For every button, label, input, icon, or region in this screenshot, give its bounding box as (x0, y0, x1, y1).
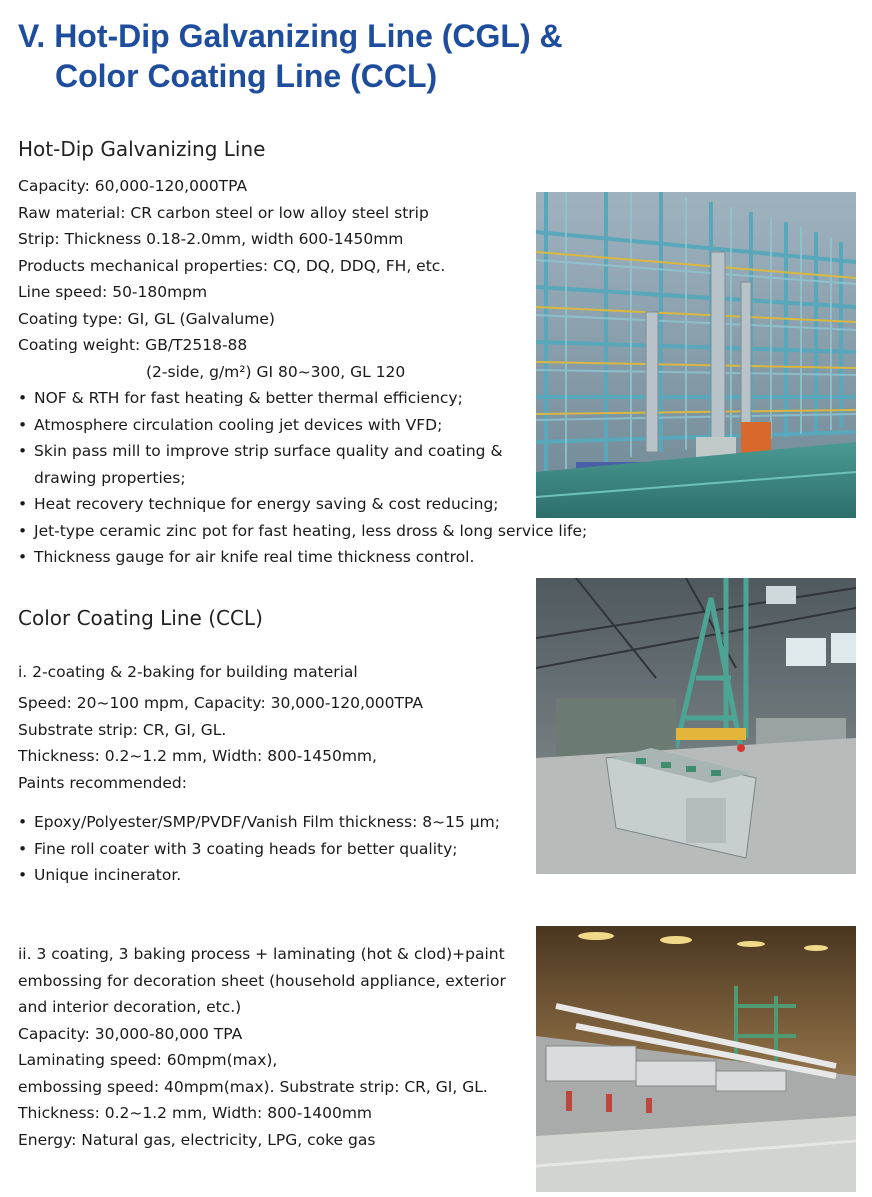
ccl-part2-line: Laminating speed: 60mpm(max), (18, 1051, 278, 1069)
ccl-part2-line: Energy: Natural gas, electricity, LPG, coke gas (18, 1130, 376, 1149)
ccl-part2-line: Capacity: 30,000-80,000 TPA (18, 1024, 243, 1043)
ccl-part1-subtitle: i. 2-coating & 2-baking for building material (18, 663, 358, 681)
ccl-part1-feature-list (18, 809, 500, 889)
cgl-specs (18, 173, 445, 385)
cgl-spec-line-speed: Line speed: 50-180mpm (18, 283, 208, 301)
cgl-feature-list (18, 385, 587, 571)
title-line-1: V. Hot-Dip Galvanizing Line (CGL) & (18, 18, 563, 54)
cgl-spec-coating-weight: Coating weight: GB/T2518-88 (18, 336, 248, 354)
ccl-part1-specs (18, 690, 423, 796)
cgl-plant-photo (536, 192, 856, 518)
page-title (18, 16, 563, 96)
ccl-part2-line: ii. 3 coating, 3 baking process + laminating (hot & clod)+paint (18, 945, 505, 963)
list-item: • Jet-type ceramic zinc pot for fast heating, less dross & long service life; (18, 518, 587, 545)
title-line-2: Color Coating Line (CCL) (55, 58, 438, 94)
ccl-part2-line: Thickness: 0.2~1.2 mm, Width: 800-1400mm (18, 1104, 373, 1122)
ccl-spec-paints: Paints recommended: (18, 773, 187, 792)
ccl-part2-line: embossing for decoration sheet (household appliance, exterior (18, 971, 506, 990)
cgl-heading: Hot-Dip Galvanizing Line (18, 137, 266, 161)
cgl-spec-capacity: Capacity: 60,000-120,000TPA (18, 177, 248, 195)
ccl-spec-thickness: Thickness: 0.2~1.2 mm, Width: 800-1450mm, (18, 747, 377, 765)
cgl-spec-coating-type: Coating type: GI, GL (Galvalume) (18, 309, 275, 328)
ccl-spec-speed: Speed: 20~100 mpm, Capacity: 30,000-120,000TPA (18, 694, 423, 712)
list-item: • Thickness gauge for air knife real time thickness control. (18, 544, 587, 571)
cgl-spec-strip: Strip: Thickness 0.18-2.0mm, width 600-1450mm (18, 230, 404, 248)
ccl-heading: Color Coating Line (CCL) (18, 606, 263, 630)
ccl-part1-subtitle-block (18, 659, 358, 686)
cgl-spec-mechanical: Products mechanical properties: CQ, DQ, DDQ, FH, etc. (18, 256, 446, 275)
list-item: • Heat recovery technique for energy saving & cost reducing; (18, 491, 587, 518)
list-item: • Skin pass mill to improve strip surface quality and coating & drawing properties; (18, 438, 587, 491)
ccl-spec-substrate: Substrate strip: CR, GI, GL. (18, 720, 227, 739)
list-item: • Fine roll coater with 3 coating heads for better quality; (18, 836, 500, 863)
list-item: • NOF & RTH for fast heating & better thermal efficiency; (18, 385, 587, 412)
ccl-oven-photo (536, 926, 856, 1192)
ccl-part2-line: and interior decoration, etc.) (18, 998, 242, 1016)
cgl-spec-raw-material: Raw material: CR carbon steel or low alloy steel strip (18, 203, 429, 222)
list-item-continuation: drawing properties; (34, 468, 186, 487)
ccl-control-photo (536, 578, 856, 874)
cgl-spec-coating-weight-detail: (2-side, g/m²) GI 80~300, GL 120 (146, 362, 406, 381)
list-item: • Epoxy/Polyester/SMP/PVDF/Vanish Film thickness: 8~15 µm; (18, 809, 500, 836)
ccl-part2-line: embossing speed: 40mpm(max). Substrate strip: CR, GI, GL. (18, 1077, 488, 1096)
list-item: • Atmosphere circulation cooling jet devices with VFD; (18, 412, 587, 439)
ccl-part2-text (18, 941, 506, 1153)
list-item: • Unique incinerator. (18, 862, 500, 889)
